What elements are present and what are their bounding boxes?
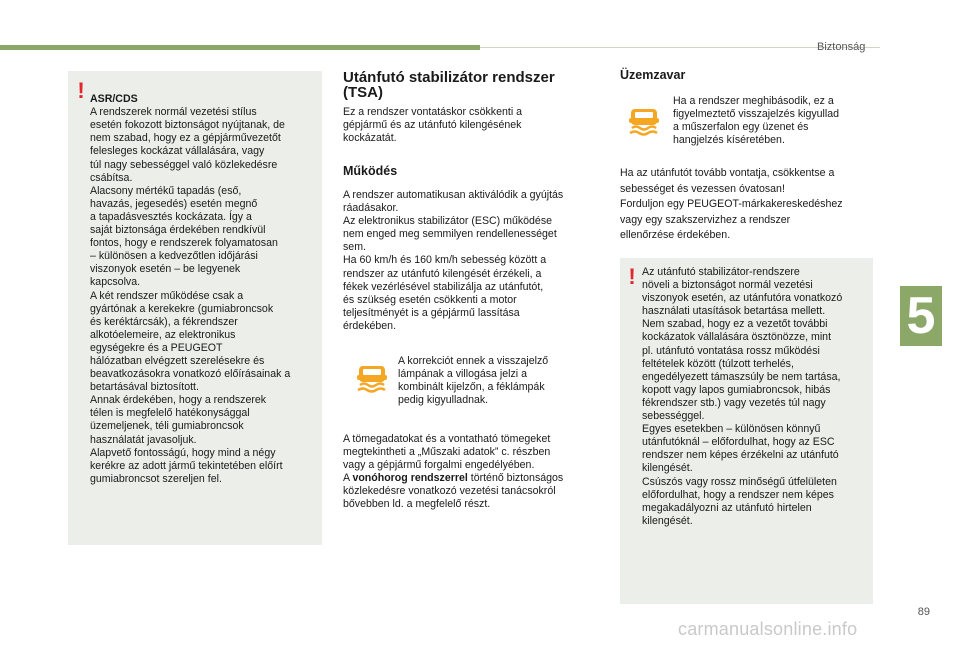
tsa-warning-text: Az utánfutó stabilizátor-rendszere növeli a biztonságot normál vezetési viszonyok esetén, az utánfutóra vonatkozó használati utasítások betartása mellett. Nem szabad, hogy ez a vezetőt további kockázatok vállalására ösztönözze, mint pl. utánfutó vontatása rossz működési feltételek között (túlzott terhelés, engedélyezett támaszsúly be nem tartása, kopott vagy lapos gumiabroncsok, hibás fékrendszer stb.) vagy vezetés túl nagy sebességgel. Egyes esetekben – különösen könnyű utánfutóknál – előfordulhat, hogy az ESC rendszer nem képes érzékelni az utánfutó kilengését. Csúszós vagy rossz minőségű útfelületen előfordulhat, hogy a rendszer nem képes megakadályozni az utánfutó hirtelen kilengését. — [642, 266, 843, 527]
weight-info — [343, 433, 613, 512]
section-title: Biztonság — [817, 41, 866, 53]
warning-exclamation-icon: ! — [77, 78, 85, 103]
esc-skid-warning-icon — [355, 363, 389, 393]
page-number: 89 — [917, 606, 930, 618]
malfunction-icon-note: Ha a rendszer meghibásodik, ez a figyelmeztető visszajelzés kigyullad a műszerfalon egy üzenet és hangjelzés kíséretében. — [673, 95, 840, 147]
esc-skid-warning-icon — [627, 106, 661, 136]
operation-body: A rendszer automatikusan aktiválódik a gyújtás ráadásakor. Az elektronikus stabilizátor (ESC) működése nem enged meg semmilyen rendellenességet sem. Ha 60 km/h és 160 km/h sebesség között a rendszer az utánfutó kilengését érzékeli, a fékek vezérlésével stabilizálja az utánfutót, és szükség esetén csökkenti a motor teljesítményét is a gépjármű lassítása érdekében. — [343, 189, 564, 332]
weight-text: A tömegadatokat és a vontatható tömegeket megtekintheti a „Műszaki adatok” c. részben vagy a gépjármű forgalmi engedélyében. — [343, 433, 551, 472]
header-accent-bar — [0, 45, 480, 50]
warning-exclamation-icon: ! — [628, 264, 636, 289]
chapter-number: 5 — [906, 287, 936, 345]
asr-cds-body: A rendszerek normál vezetési stílus esetén fokozott biztonságot nyújtanak, de nem szabad, hogy ez a gépjárművezetőt felesleges kockázat vállalására, vagy túl nagy sebességgel való közlekedésre csábítsa. Alacsony mértékű tapadás (eső, havazás, jegesedés) esetén megnő a tapadásvesztés kockázata. Így a saját biztonsága érdekében rendkívül fontos, hogy e rendszerek folyamatosan – különösen a kedvezőtlen időjárási viszonyok esetén – be legyenek kapcsolva. A két rendszer működése csak a gyártónak a kerekekre (gumiabroncsok és keréktárcsák), a fékrendszer alkotóelemeire, az elektronikus egységekre és a PEUGEOT hálózatban elvégzett szerelésekre és beavatkozásokra vonatkozó előírásainak a betartásával biztosított. Annak érdekében, hogy a rendszerek télen is megfelelő hatékonysággal üzemeljenek, téli gumiabroncsok használatát javasoljuk. Alapvető fontosságú, hogy mind a négy kerékre az adott jármű tekintetében előírt gumiabroncsot szereljen fel. — [90, 106, 291, 485]
tow-prefix: A — [343, 472, 353, 485]
malfunction-body: Ha az utánfutót tovább vontatja, csökkentse a sebességet és vezessen óvatosan! Forduljon egy PEUGEOT-márkakereskedéshez vagy egy szakszervizhez a rendszer ellenőrzése érdekében. — [620, 167, 843, 242]
tsa-intro: Ez a rendszer vontatáskor csökkenti a gépjármű és az utánfutó kilengésének kockázatát. — [343, 106, 523, 145]
asr-cds-warning-text — [90, 80, 320, 486]
asr-cds-title: ASR/CDS — [90, 93, 138, 106]
tow-rest: történő biztonságos közlekedésre vonatkozó vezetési tanácsokról bővebben ld. a megfelelő részt. — [343, 472, 564, 511]
operation-subtitle: Működés — [343, 164, 398, 178]
tsa-icon-note: A korrekciót ennek a visszajelző lámpának a villogása jelzi a kombinált kijelzőn, a féklámpák pedig kigyulladnak. — [398, 355, 549, 407]
malfunction-title: Üzemzavar — [620, 68, 686, 82]
tsa-title: Utánfutó stabilizátor rendszer (TSA) — [343, 69, 555, 101]
chapter-tab — [900, 286, 942, 346]
watermark: carmanualsonline.info — [678, 619, 858, 639]
tow-bold: vonóhorog rendszerrel — [352, 472, 468, 485]
